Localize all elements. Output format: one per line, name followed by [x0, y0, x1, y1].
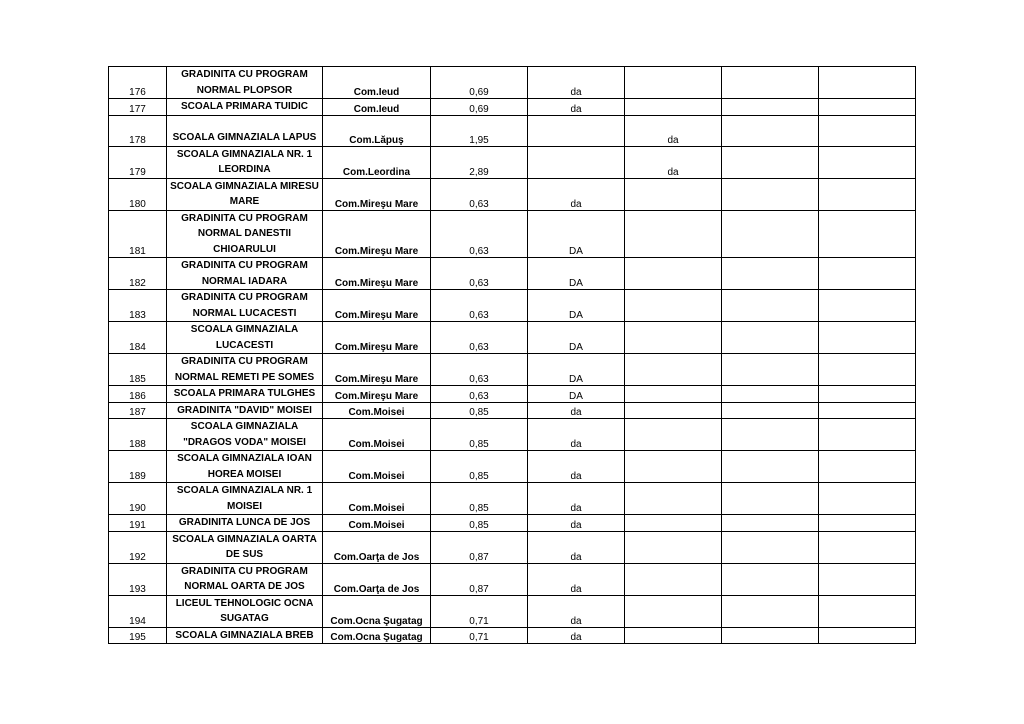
empty-cell-2 [819, 627, 916, 644]
table-row [109, 258, 916, 290]
row-number-cell: 185 [109, 354, 167, 386]
table-row [109, 178, 916, 210]
mark-cell-1: da [528, 595, 625, 627]
table-row [109, 386, 916, 403]
row-number-cell: 181 [109, 210, 167, 258]
mark-cell-1: da [528, 67, 625, 99]
mark-cell-2: da [625, 115, 722, 146]
empty-cell-2 [819, 290, 916, 322]
empty-cell-2 [819, 67, 916, 99]
commune-cell: Com.Moisei [323, 515, 431, 532]
empty-cell-1 [722, 386, 819, 403]
school-name-cell: SCOALA GIMNAZIALA LUCACESTI [167, 322, 323, 354]
empty-cell-1 [722, 115, 819, 146]
mark-cell-2 [625, 563, 722, 595]
value-cell: 0,85 [431, 515, 528, 532]
row-number-cell: 194 [109, 595, 167, 627]
mark-cell-2 [625, 531, 722, 563]
value-cell: 0,85 [431, 483, 528, 515]
commune-cell: Com.Mireşu Mare [323, 354, 431, 386]
row-number-cell: 179 [109, 146, 167, 178]
school-name-cell: SCOALA PRIMARA TULGHES [167, 386, 323, 403]
mark-cell-2 [625, 290, 722, 322]
commune-cell: Com.Mireşu Mare [323, 210, 431, 258]
value-cell: 0,63 [431, 322, 528, 354]
empty-cell-2 [819, 210, 916, 258]
empty-cell-2 [819, 178, 916, 210]
table-row [109, 322, 916, 354]
value-cell: 0,63 [431, 354, 528, 386]
empty-cell-1 [722, 210, 819, 258]
empty-cell-1 [722, 354, 819, 386]
empty-cell-2 [819, 402, 916, 419]
value-cell: 0,85 [431, 419, 528, 451]
mark-cell-1: DA [528, 290, 625, 322]
row-number-cell: 177 [109, 99, 167, 116]
table-row [109, 563, 916, 595]
value-cell: 0,69 [431, 99, 528, 116]
table-row [109, 354, 916, 386]
commune-cell: Com.Leordina [323, 146, 431, 178]
empty-cell-1 [722, 99, 819, 116]
empty-cell-1 [722, 627, 819, 644]
mark-cell-2 [625, 419, 722, 451]
value-cell: 0,63 [431, 210, 528, 258]
value-cell: 1,95 [431, 115, 528, 146]
mark-cell-2 [625, 451, 722, 483]
empty-cell-1 [722, 563, 819, 595]
mark-cell-2 [625, 258, 722, 290]
mark-cell-2 [625, 627, 722, 644]
row-number-cell: 180 [109, 178, 167, 210]
mark-cell-1: da [528, 178, 625, 210]
school-name-cell: LICEUL TEHNOLOGIC OCNA SUGATAG [167, 595, 323, 627]
empty-cell-1 [722, 67, 819, 99]
empty-cell-1 [722, 322, 819, 354]
school-name-cell: GRADINITA CU PROGRAM NORMAL DANESTII CHIOARULUI [167, 210, 323, 258]
value-cell: 0,63 [431, 290, 528, 322]
mark-cell-1: da [528, 483, 625, 515]
school-name-cell: SCOALA PRIMARA TUIDIC [167, 99, 323, 116]
row-number-cell: 182 [109, 258, 167, 290]
mark-cell-2 [625, 402, 722, 419]
mark-cell-2 [625, 322, 722, 354]
table-row [109, 627, 916, 644]
empty-cell-2 [819, 515, 916, 532]
empty-cell-1 [722, 419, 819, 451]
mark-cell-1: DA [528, 210, 625, 258]
empty-cell-1 [722, 290, 819, 322]
empty-cell-2 [819, 99, 916, 116]
row-number-cell: 192 [109, 531, 167, 563]
school-name-cell: GRADINITA "DAVID" MOISEI [167, 402, 323, 419]
school-name-cell: GRADINITA CU PROGRAM NORMAL LUCACESTI [167, 290, 323, 322]
row-number-cell: 178 [109, 115, 167, 146]
mark-cell-1 [528, 146, 625, 178]
school-name-cell: GRADINITA LUNCA DE JOS [167, 515, 323, 532]
table-row [109, 146, 916, 178]
mark-cell-2 [625, 483, 722, 515]
school-name-cell: SCOALA GIMNAZIALA NR. 1 LEORDINA [167, 146, 323, 178]
commune-cell: Com.Lăpuş [323, 115, 431, 146]
empty-cell-2 [819, 419, 916, 451]
row-number-cell: 193 [109, 563, 167, 595]
mark-cell-2 [625, 515, 722, 532]
commune-cell: Com.Oarţa de Jos [323, 531, 431, 563]
empty-cell-2 [819, 451, 916, 483]
table-row [109, 531, 916, 563]
mark-cell-1: da [528, 531, 625, 563]
mark-cell-1: da [528, 627, 625, 644]
school-name-cell: GRADINITA CU PROGRAM NORMAL REMETI PE SOMES [167, 354, 323, 386]
value-cell: 0,63 [431, 178, 528, 210]
empty-cell-1 [722, 531, 819, 563]
table-row [109, 451, 916, 483]
empty-cell-2 [819, 354, 916, 386]
commune-cell: Com.Ieud [323, 99, 431, 116]
schools-table [108, 66, 916, 644]
mark-cell-2 [625, 354, 722, 386]
commune-cell: Com.Moisei [323, 402, 431, 419]
commune-cell: Com.Mireşu Mare [323, 290, 431, 322]
school-name-cell: SCOALA GIMNAZIALA MIRESU MARE [167, 178, 323, 210]
value-cell: 0,87 [431, 563, 528, 595]
empty-cell-2 [819, 386, 916, 403]
commune-cell: Com.Ieud [323, 67, 431, 99]
empty-cell-1 [722, 258, 819, 290]
table-row [109, 483, 916, 515]
empty-cell-1 [722, 515, 819, 532]
table-row [109, 99, 916, 116]
school-name-cell: SCOALA GIMNAZIALA BREB [167, 627, 323, 644]
value-cell: 0,87 [431, 531, 528, 563]
empty-cell-2 [819, 258, 916, 290]
value-cell: 0,63 [431, 258, 528, 290]
commune-cell: Com.Mireşu Mare [323, 178, 431, 210]
table-row [109, 419, 916, 451]
row-number-cell: 176 [109, 67, 167, 99]
row-number-cell: 183 [109, 290, 167, 322]
table-row [109, 210, 916, 258]
school-name-cell: SCOALA GIMNAZIALA "DRAGOS VODA" MOISEI [167, 419, 323, 451]
table-row [109, 595, 916, 627]
mark-cell-2 [625, 67, 722, 99]
commune-cell: Com.Moisei [323, 451, 431, 483]
value-cell: 0,85 [431, 451, 528, 483]
mark-cell-1 [528, 115, 625, 146]
school-name-cell: SCOALA GIMNAZIALA IOAN HOREA MOISEI [167, 451, 323, 483]
empty-cell-2 [819, 563, 916, 595]
row-number-cell: 188 [109, 419, 167, 451]
mark-cell-1: DA [528, 258, 625, 290]
commune-cell: Com.Moisei [323, 419, 431, 451]
commune-cell: Com.Mireşu Mare [323, 386, 431, 403]
commune-cell: Com.Mireşu Mare [323, 322, 431, 354]
mark-cell-2 [625, 595, 722, 627]
mark-cell-1: da [528, 563, 625, 595]
commune-cell: Com.Ocna Şugatag [323, 627, 431, 644]
row-number-cell: 191 [109, 515, 167, 532]
value-cell: 0,71 [431, 595, 528, 627]
table-row [109, 515, 916, 532]
commune-cell: Com.Oarţa de Jos [323, 563, 431, 595]
table-body [109, 67, 916, 644]
commune-cell: Com.Mireşu Mare [323, 258, 431, 290]
table-row [109, 290, 916, 322]
value-cell: 0,63 [431, 386, 528, 403]
empty-cell-1 [722, 178, 819, 210]
mark-cell-1: da [528, 402, 625, 419]
mark-cell-1: da [528, 515, 625, 532]
mark-cell-1: da [528, 99, 625, 116]
school-name-cell: SCOALA GIMNAZIALA OARTA DE SUS [167, 531, 323, 563]
empty-cell-1 [722, 146, 819, 178]
mark-cell-1: DA [528, 322, 625, 354]
mark-cell-2 [625, 99, 722, 116]
empty-cell-1 [722, 451, 819, 483]
mark-cell-1: DA [528, 386, 625, 403]
school-name-cell: GRADINITA CU PROGRAM NORMAL IADARA [167, 258, 323, 290]
mark-cell-1: da [528, 419, 625, 451]
empty-cell-2 [819, 115, 916, 146]
mark-cell-1: DA [528, 354, 625, 386]
row-number-cell: 189 [109, 451, 167, 483]
empty-cell-2 [819, 322, 916, 354]
school-name-cell: SCOALA GIMNAZIALA LAPUS [167, 115, 323, 146]
mark-cell-2: da [625, 146, 722, 178]
value-cell: 2,89 [431, 146, 528, 178]
table-row [109, 115, 916, 146]
empty-cell-1 [722, 595, 819, 627]
row-number-cell: 195 [109, 627, 167, 644]
empty-cell-2 [819, 595, 916, 627]
mark-cell-2 [625, 210, 722, 258]
empty-cell-1 [722, 402, 819, 419]
mark-cell-1: da [528, 451, 625, 483]
empty-cell-2 [819, 146, 916, 178]
row-number-cell: 187 [109, 402, 167, 419]
commune-cell: Com.Ocna Şugatag [323, 595, 431, 627]
mark-cell-2 [625, 178, 722, 210]
school-name-cell: SCOALA GIMNAZIALA NR. 1 MOISEI [167, 483, 323, 515]
value-cell: 0,85 [431, 402, 528, 419]
school-name-cell: GRADINITA CU PROGRAM NORMAL PLOPSOR [167, 67, 323, 99]
empty-cell-1 [722, 483, 819, 515]
row-number-cell: 186 [109, 386, 167, 403]
table-row [109, 402, 916, 419]
table-row [109, 67, 916, 99]
school-name-cell: GRADINITA CU PROGRAM NORMAL OARTA DE JOS [167, 563, 323, 595]
row-number-cell: 190 [109, 483, 167, 515]
mark-cell-2 [625, 386, 722, 403]
commune-cell: Com.Moisei [323, 483, 431, 515]
row-number-cell: 184 [109, 322, 167, 354]
value-cell: 0,69 [431, 67, 528, 99]
empty-cell-2 [819, 483, 916, 515]
value-cell: 0,71 [431, 627, 528, 644]
empty-cell-2 [819, 531, 916, 563]
